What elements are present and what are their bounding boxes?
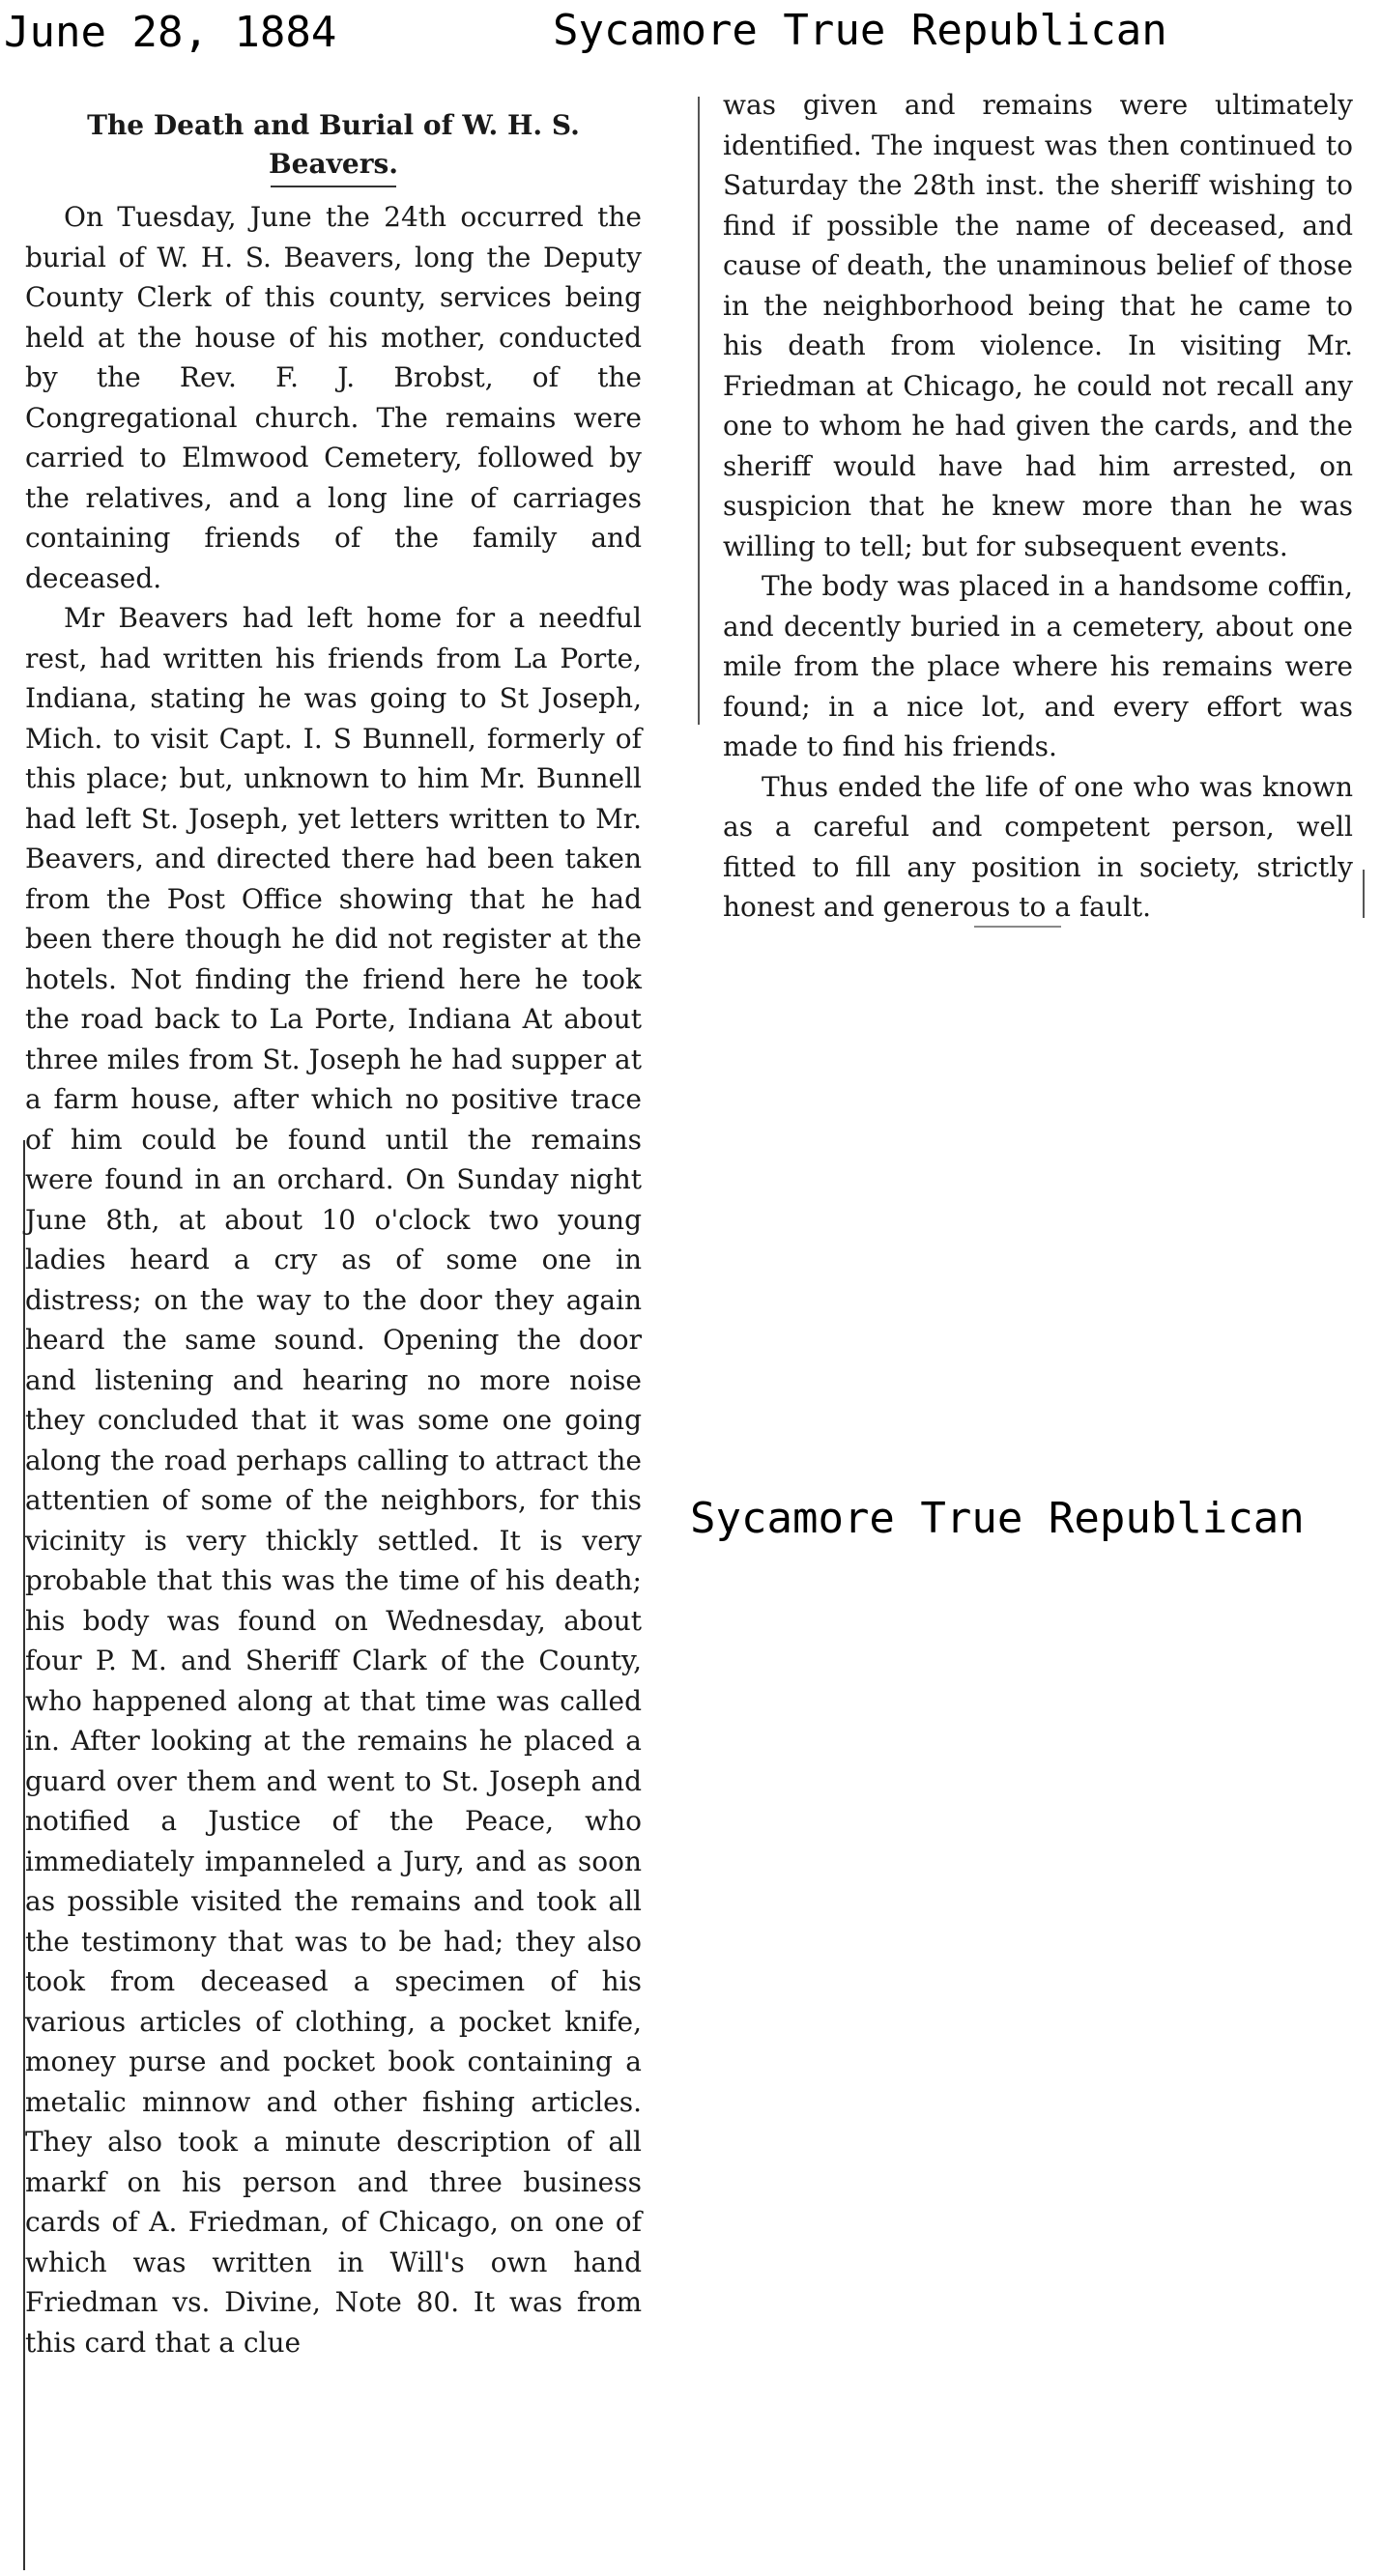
article-headline <box>25 106 642 184</box>
column-divider <box>698 97 700 725</box>
article-paragraph: was given and remains were ultimately identified. The inquest was then continued to Saturday the 28th inst. the sheriff wishing to find if possible the name of deceased, and cause of death, the unaminous belief of those in the neighborhood being that he came to his death from violence. In visiting Mr. Friedman at Chicago, he could not recall any one to whom he had given the cards, and the sheriff would have had him arrested, on suspicion that he knew more than he was willing to tell; but for subsequent events. <box>723 89 1353 562</box>
right-column-tick <box>1363 870 1365 918</box>
publication-title: Sycamore True Republican <box>553 6 1167 55</box>
article-paragraph: Mr Beavers had left home for a needful rest, had written his friends from La Porte, Indiana, stating he was going to St Joseph, Mich. to visit Capt. I. S Bunnell, formerly of this place; but, unknown to him Mr. Bunnell had left St. Joseph, yet letters written to Mr. Beavers, and directed there had been taken from the Post Office showing that he had been there though he did not register at the hotels. Not finding the friend here he took the road back to La Porte, Indiana At about three miles from St. Joseph he had supper at a farm house, after which no positive trace of him could be found until the remains were found in an orchard. On Sunday night June 8th, at about 10 o'clock two young ladies heard a cry as of some one in distress; on the way to the door they again heard the same sound. Opening the door and listening and hearing no more noise they concluded that it was some one going along the road perhaps calling to attract the attentien of some of the neighbors, for this vicinity is very thickly settled. It is very probable that this was the time of his death; his body was found on Wednesday, about four P. M. and Sheriff Clark of the County, who happened along at that time was called in. After looking at the remains he placed a guard over them and went to St. Joseph and notified a Justice of the Peace, who immediately impanneled a Jury, and as soon as possible visited the remains and took all the testimony that was to be had; they also took from deceased a specimen of his various articles of clothing, a pocket knife, money purse and pocket book containing a metalic minnow and other fishing articles. They also took a minute description of all markf on his person and three business cards of A. Friedman, of Chicago, on one of which was written in Will's own hand Friedman vs. Divine, Note 80. It was from this card that a clue <box>25 602 642 2359</box>
headline-rule <box>271 186 396 187</box>
article-end-rule <box>974 926 1061 928</box>
article-paragraph: The body was placed in a handsome coffin, and decently buried in a cemetery, about one mile from the place where his remains were found; in a nice lot, and every effort was made to find his friends. <box>723 570 1353 762</box>
article-right-column <box>723 85 1353 928</box>
article-paragraph: On Tuesday, June the 24th occurred the burial of W. H. S. Beavers, long the Deputy County Clerk of this county, services being held at the house of his mother, conducted by the Rev. F. J. Brobst, of the Congregational church. The remains were carried to Elmwood Cemetery, followed by the relatives, and a long line of carriages containing friends of the family and deceased. <box>25 201 642 594</box>
article-paragraph: Thus ended the life of one who was known as a careful and competent person, well fitted to fill any position in society, strictly honest and generous to a fault. <box>723 770 1353 923</box>
issue-date: June 28, 1884 <box>4 8 337 57</box>
headline-line-2: Beavers. <box>269 148 398 180</box>
publication-label: Sycamore True Republican <box>690 1494 1305 1543</box>
headline-line-1: The Death and Burial of W. H. S. <box>87 109 580 141</box>
article-left-column <box>25 106 642 2362</box>
